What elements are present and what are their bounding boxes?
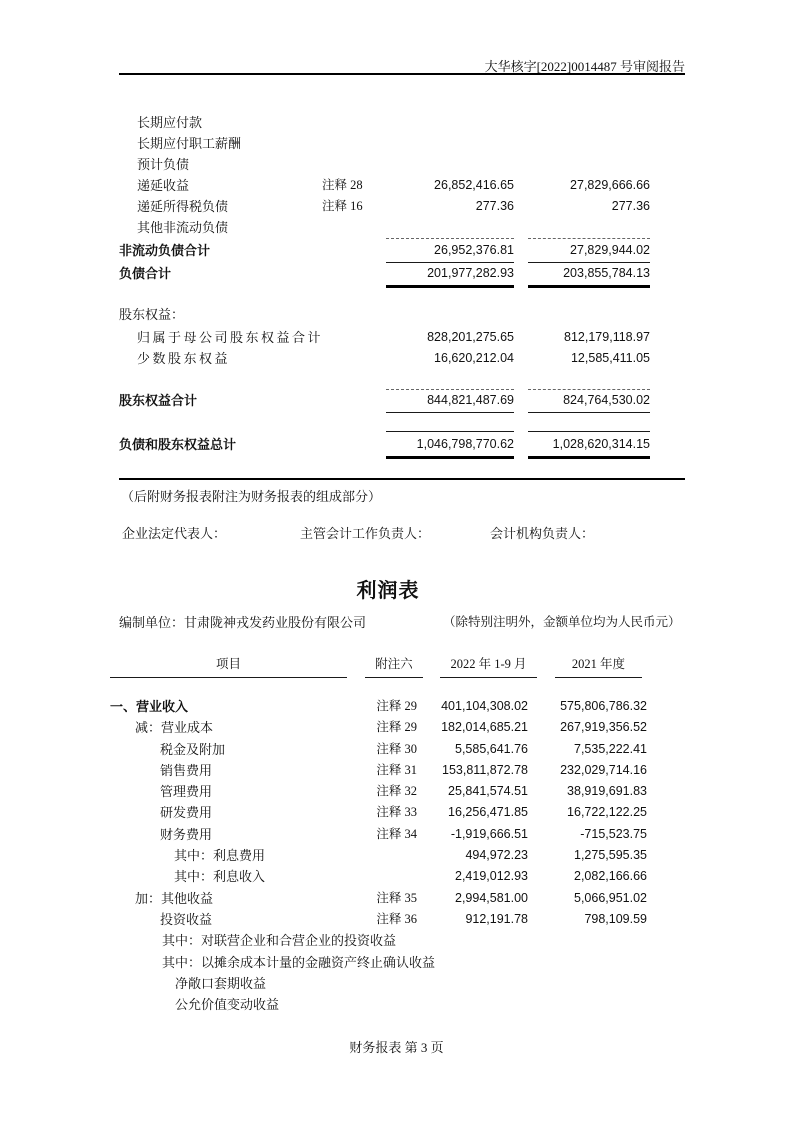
income-statement-title: 利润表 — [356, 580, 420, 602]
table-row — [110, 802, 690, 823]
row-note: 注释 33 — [376, 805, 417, 819]
row-value-2021: 277.36 — [611, 199, 650, 213]
signatory-accounting-head: 会计机构负责人： — [490, 526, 595, 541]
row-value-2022: 182,014,685.21 — [441, 720, 528, 734]
page-footer: 财务报表 第 3 页 — [349, 1040, 444, 1055]
row-label: 税金及附加 — [160, 742, 226, 757]
row-label: 管理费用 — [160, 784, 213, 799]
row-value-2022: 25,841,574.51 — [448, 784, 528, 798]
table-row — [110, 930, 690, 951]
row-note: 注释 28 — [322, 178, 363, 192]
row-value-2021: 267,919,356.52 — [560, 720, 647, 734]
table-row — [110, 824, 690, 845]
row-value-2021: 16,722,122.25 — [567, 805, 647, 819]
column-header-period-2021: 2021 年度 — [555, 651, 642, 678]
row-value-2021: 203,855,784.13 — [563, 266, 650, 280]
table-row — [110, 717, 690, 738]
row-label: 加：其他收益 — [135, 891, 214, 906]
table-row — [110, 888, 690, 909]
row-label: 长期应付款 — [137, 115, 203, 130]
table-row — [110, 781, 690, 802]
row-label: 净敞口套期收益 — [175, 976, 267, 991]
row-value-2021: 1,028,620,314.15 — [552, 437, 650, 451]
row-label: 其中：利息费用 — [174, 848, 266, 863]
currency-unit-note: （除特别注明外，金额单位均为人民币元） — [443, 615, 681, 629]
row-label: 递延所得税负债 — [137, 199, 229, 214]
row-value-2021: 575,806,786.32 — [560, 699, 647, 713]
row-label: 递延收益 — [137, 178, 190, 193]
table-row — [110, 845, 690, 866]
row-value-2021: -715,523.75 — [580, 827, 647, 841]
row-value-2021: 824,764,530.02 — [563, 393, 650, 407]
row-value-2021: 232,029,714.16 — [560, 763, 647, 777]
column-header-item: 项目 — [110, 651, 347, 678]
row-value-2021: 7,535,222.41 — [574, 742, 647, 756]
row-label: 其中：以摊余成本计量的金融资产终止确认收益 — [162, 955, 436, 970]
row-note: 注释 36 — [376, 912, 417, 926]
table-row — [110, 952, 690, 973]
row-label: 其中：对联营企业和合营企业的投资收益 — [162, 933, 397, 948]
signatory-chief-accountant: 主管会计工作负责人： — [300, 526, 431, 541]
attachment-note: （后附财务报表附注为财务报表的组成部分） — [121, 489, 382, 504]
row-note: 注释 16 — [322, 199, 363, 213]
row-value-2022: 494,972.23 — [465, 848, 528, 862]
prepared-by: 编制单位：甘肃陇神戎发药业股份有限公司 — [119, 615, 367, 630]
row-value-2022: 153,811,872.78 — [442, 763, 528, 777]
row-label: 负债合计 — [119, 266, 172, 281]
row-note: 注释 30 — [376, 742, 417, 756]
table-row — [110, 973, 690, 994]
column-header-period-2022: 2022 年 1-9 月 — [440, 651, 537, 678]
row-value-2022: 2,419,012.93 — [455, 869, 528, 883]
row-value-2022: 16,256,471.85 — [448, 805, 528, 819]
row-label: 其中：利息收入 — [174, 869, 266, 884]
table-row — [110, 909, 690, 930]
row-value-2021: 5,066,951.02 — [574, 891, 647, 905]
signatory-legal-representative: 企业法定代表人： — [122, 526, 227, 541]
row-value-2022: 912,191.78 — [465, 912, 528, 926]
table-row — [110, 760, 690, 781]
row-note: 注释 32 — [376, 784, 417, 798]
row-note: 注释 29 — [376, 699, 417, 713]
row-value-2022: 277.36 — [475, 199, 514, 213]
row-value-2021: 12,585,411.05 — [570, 351, 650, 365]
income-statement-section — [110, 0, 690, 1122]
row-value-2022: 26,852,416.65 — [434, 178, 514, 192]
table-row — [110, 739, 690, 760]
table-row — [110, 994, 690, 1015]
row-value-2022: 844,821,487.69 — [427, 393, 514, 407]
row-label: 公允价值变动收益 — [175, 997, 280, 1012]
row-label: 股东权益： — [119, 307, 185, 322]
row-value-2022: 2,994,581.00 — [455, 891, 528, 905]
row-label: 一、营业收入 — [110, 699, 189, 714]
row-value-2022: -1,919,666.51 — [450, 827, 528, 841]
row-label: 减：营业成本 — [135, 720, 214, 735]
row-value-2021: 27,829,666.66 — [570, 178, 650, 192]
income-table-header — [110, 651, 690, 677]
row-label: 负债和股东权益总计 — [119, 437, 237, 452]
row-note: 注释 31 — [376, 763, 417, 777]
column-header-note: 附注六 — [365, 651, 423, 678]
row-value-2021: 27,829,944.02 — [570, 243, 650, 257]
row-value-2022: 26,952,376.81 — [434, 243, 514, 257]
row-value-2021: 1,275,595.35 — [574, 848, 647, 862]
row-label: 少数股东权益 — [137, 351, 231, 366]
row-note: 注释 29 — [376, 720, 417, 734]
row-value-2022: 401,104,308.02 — [441, 699, 528, 713]
row-label: 销售费用 — [160, 763, 213, 778]
row-label: 股东权益合计 — [119, 393, 198, 408]
row-value-2022: 5,585,641.76 — [455, 742, 528, 756]
row-value-2022: 201,977,282.93 — [427, 266, 514, 280]
table-row — [110, 866, 690, 887]
row-value-2021: 798,109.59 — [584, 912, 647, 926]
row-value-2021: 38,919,691.83 — [567, 784, 647, 798]
row-label: 归属于母公司股东权益合计 — [137, 330, 324, 345]
row-value-2022: 16,620,212.04 — [434, 351, 514, 365]
row-label: 非流动负债合计 — [119, 243, 211, 258]
report-number: 大华核字[2022]0014487 号审阅报告 — [484, 59, 685, 74]
row-label: 财务费用 — [160, 827, 213, 842]
row-label: 预计负债 — [137, 157, 190, 172]
row-value-2021: 812,179,118.97 — [564, 330, 650, 344]
row-value-2021: 2,082,166.66 — [574, 869, 647, 883]
row-label: 投资收益 — [160, 912, 213, 927]
row-label: 研发费用 — [160, 805, 213, 820]
row-value-2022: 1,046,798,770.62 — [416, 437, 514, 451]
row-note: 注释 35 — [376, 891, 417, 905]
row-value-2022: 828,201,275.65 — [427, 330, 514, 344]
table-row — [110, 696, 690, 717]
row-label: 长期应付职工薪酬 — [137, 136, 242, 151]
row-label: 其他非流动负债 — [137, 220, 229, 235]
row-note: 注释 34 — [376, 827, 417, 841]
